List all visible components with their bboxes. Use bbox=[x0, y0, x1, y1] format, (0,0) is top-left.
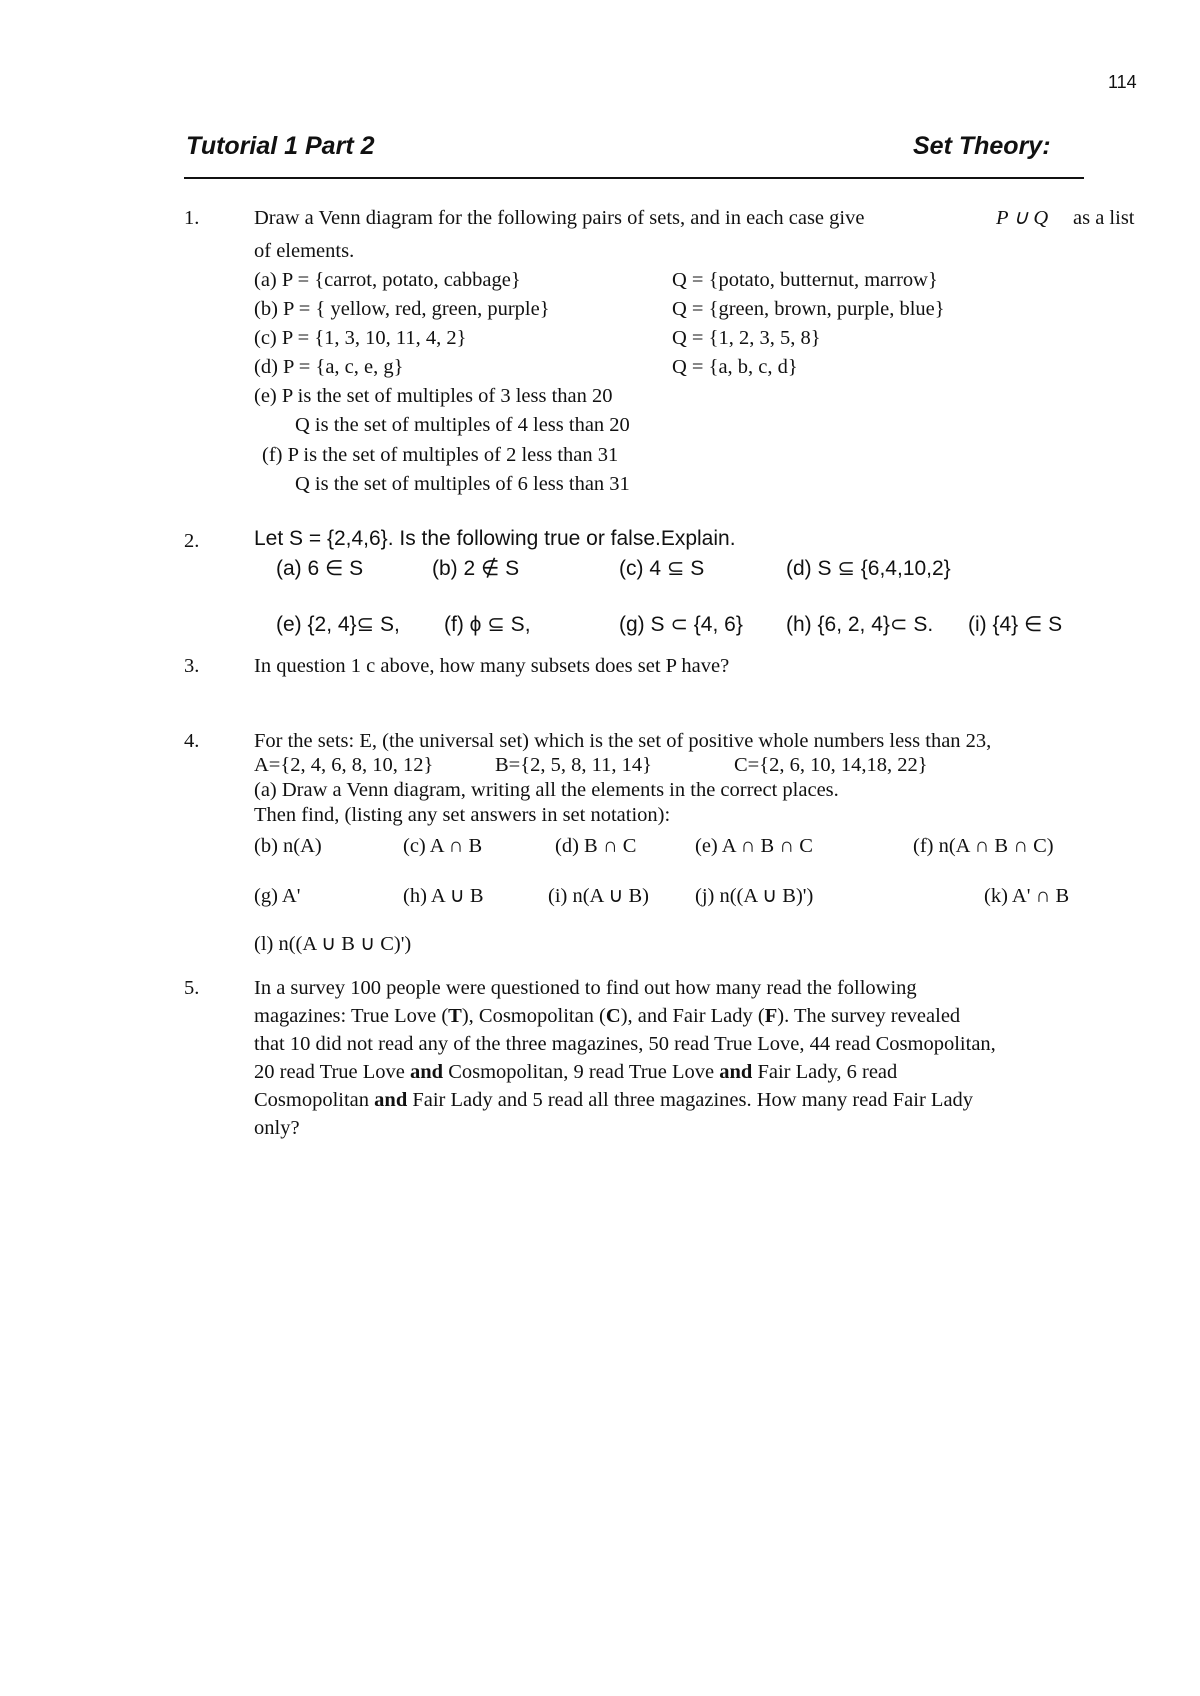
question-number: 2. bbox=[184, 530, 200, 552]
item-c-p: (c) P = {1, 3, 10, 11, 4, 2} bbox=[254, 327, 467, 349]
question-number: 4. bbox=[184, 730, 200, 752]
page-number: 114 bbox=[1108, 72, 1137, 92]
item-c: (c) A ∩ B bbox=[403, 835, 483, 857]
item-j: (j) n((A ∪ B)') bbox=[695, 885, 814, 907]
question-text: that 10 did not read any of the three magazines, 50 read True Love, 44 read Cosmopolitan, bbox=[254, 1033, 996, 1055]
item-e: (e) {2, 4}⊆ S, bbox=[276, 613, 400, 636]
item-k: (k) A' ∩ B bbox=[984, 885, 1070, 907]
item-d: (d) S ⊆ {6,4,10,2} bbox=[786, 557, 951, 580]
item-d-p: (d) P = {a, c, e, g} bbox=[254, 356, 404, 378]
question-text: 20 read True Love and Cosmopolitan, 9 read True Love and Fair Lady, 6 read bbox=[254, 1061, 898, 1083]
item-a: (a) 6 ∈ S bbox=[276, 557, 364, 580]
item-i: (i) n(A ∪ B) bbox=[548, 885, 649, 907]
item-d: (d) B ∩ C bbox=[555, 835, 637, 857]
item-e-line-1: (e) P is the set of multiples of 3 less than 20 bbox=[254, 385, 613, 407]
question-text: In question 1 c above, how many subsets does set P have? bbox=[254, 655, 730, 677]
topic-title: Set Theory: bbox=[913, 132, 1051, 160]
header-rule bbox=[184, 177, 1084, 179]
item-h: (h) A ∪ B bbox=[403, 885, 484, 907]
union-expression: P ∪ Q bbox=[996, 207, 1049, 229]
set-a: A={2, 4, 6, 8, 10, 12} bbox=[254, 754, 434, 776]
question-text: only? bbox=[254, 1117, 300, 1139]
item-g: (g) A' bbox=[254, 885, 301, 907]
question-number: 5. bbox=[184, 977, 200, 999]
question-text: as a list bbox=[1073, 207, 1135, 229]
item-f-line-2: Q is the set of multiples of 6 less than 31 bbox=[295, 473, 630, 495]
question-text: In a survey 100 people were questioned to find out how many read the following bbox=[254, 977, 917, 999]
item-b: (b) 2 ∉ S bbox=[432, 557, 520, 580]
question-text: Draw a Venn diagram for the following pairs of sets, and in each case give bbox=[254, 207, 865, 229]
question-text: Let S = {2,4,6}. Is the following true or false.Explain. bbox=[254, 527, 736, 550]
question-text: magazines: True Love (T), Cosmopolitan (C), and Fair Lady (F). The survey revealed bbox=[254, 1005, 961, 1027]
item-d-q: Q = {a, b, c, d} bbox=[672, 356, 798, 378]
question-text: Then find, (listing any set answers in set notation): bbox=[254, 804, 671, 826]
item-f: (f) n(A ∩ B ∩ C) bbox=[913, 835, 1054, 857]
question-text: (a) Draw a Venn diagram, writing all the elements in the correct places. bbox=[254, 779, 839, 801]
tutorial-title: Tutorial 1 Part 2 bbox=[186, 132, 375, 160]
item-h: (h) {6, 2, 4}⊂ S. bbox=[786, 613, 934, 636]
set-c: C={2, 6, 10, 14,18, 22} bbox=[734, 754, 928, 776]
question-number: 3. bbox=[184, 655, 200, 677]
item-f-line-1: (f) P is the set of multiples of 2 less than 31 bbox=[262, 444, 619, 466]
item-l: (l) n((A ∪ B ∪ C)') bbox=[254, 933, 412, 955]
item-e: (e) A ∩ B ∩ C bbox=[695, 835, 813, 857]
item-g: (g) S ⊂ {4, 6} bbox=[619, 613, 743, 636]
item-i: (i) {4} ∈ S bbox=[968, 613, 1063, 636]
set-b: B={2, 5, 8, 11, 14} bbox=[495, 754, 652, 776]
item-a-p: (a) P = {carrot, potato, cabbage} bbox=[254, 269, 521, 291]
item-c-q: Q = {1, 2, 3, 5, 8} bbox=[672, 327, 821, 349]
question-text: of elements. bbox=[254, 240, 355, 262]
question-number: 1. bbox=[184, 207, 200, 229]
item-b-q: Q = {green, brown, purple, blue} bbox=[672, 298, 945, 320]
item-e-line-2: Q is the set of multiples of 4 less than 20 bbox=[295, 414, 630, 436]
item-f: (f) ϕ ⊆ S, bbox=[444, 613, 531, 636]
item-a-q: Q = {potato, butternut, marrow} bbox=[672, 269, 938, 291]
question-text: Cosmopolitan and Fair Lady and 5 read all three magazines. How many read Fair Lady bbox=[254, 1089, 974, 1111]
item-c: (c) 4 ⊆ S bbox=[619, 557, 705, 580]
item-b-p: (b) P = { yellow, red, green, purple} bbox=[254, 298, 550, 320]
question-text: For the sets: E, (the universal set) which is the set of positive whole numbers less than 23, bbox=[254, 730, 992, 752]
item-b: (b) n(A) bbox=[254, 835, 322, 857]
